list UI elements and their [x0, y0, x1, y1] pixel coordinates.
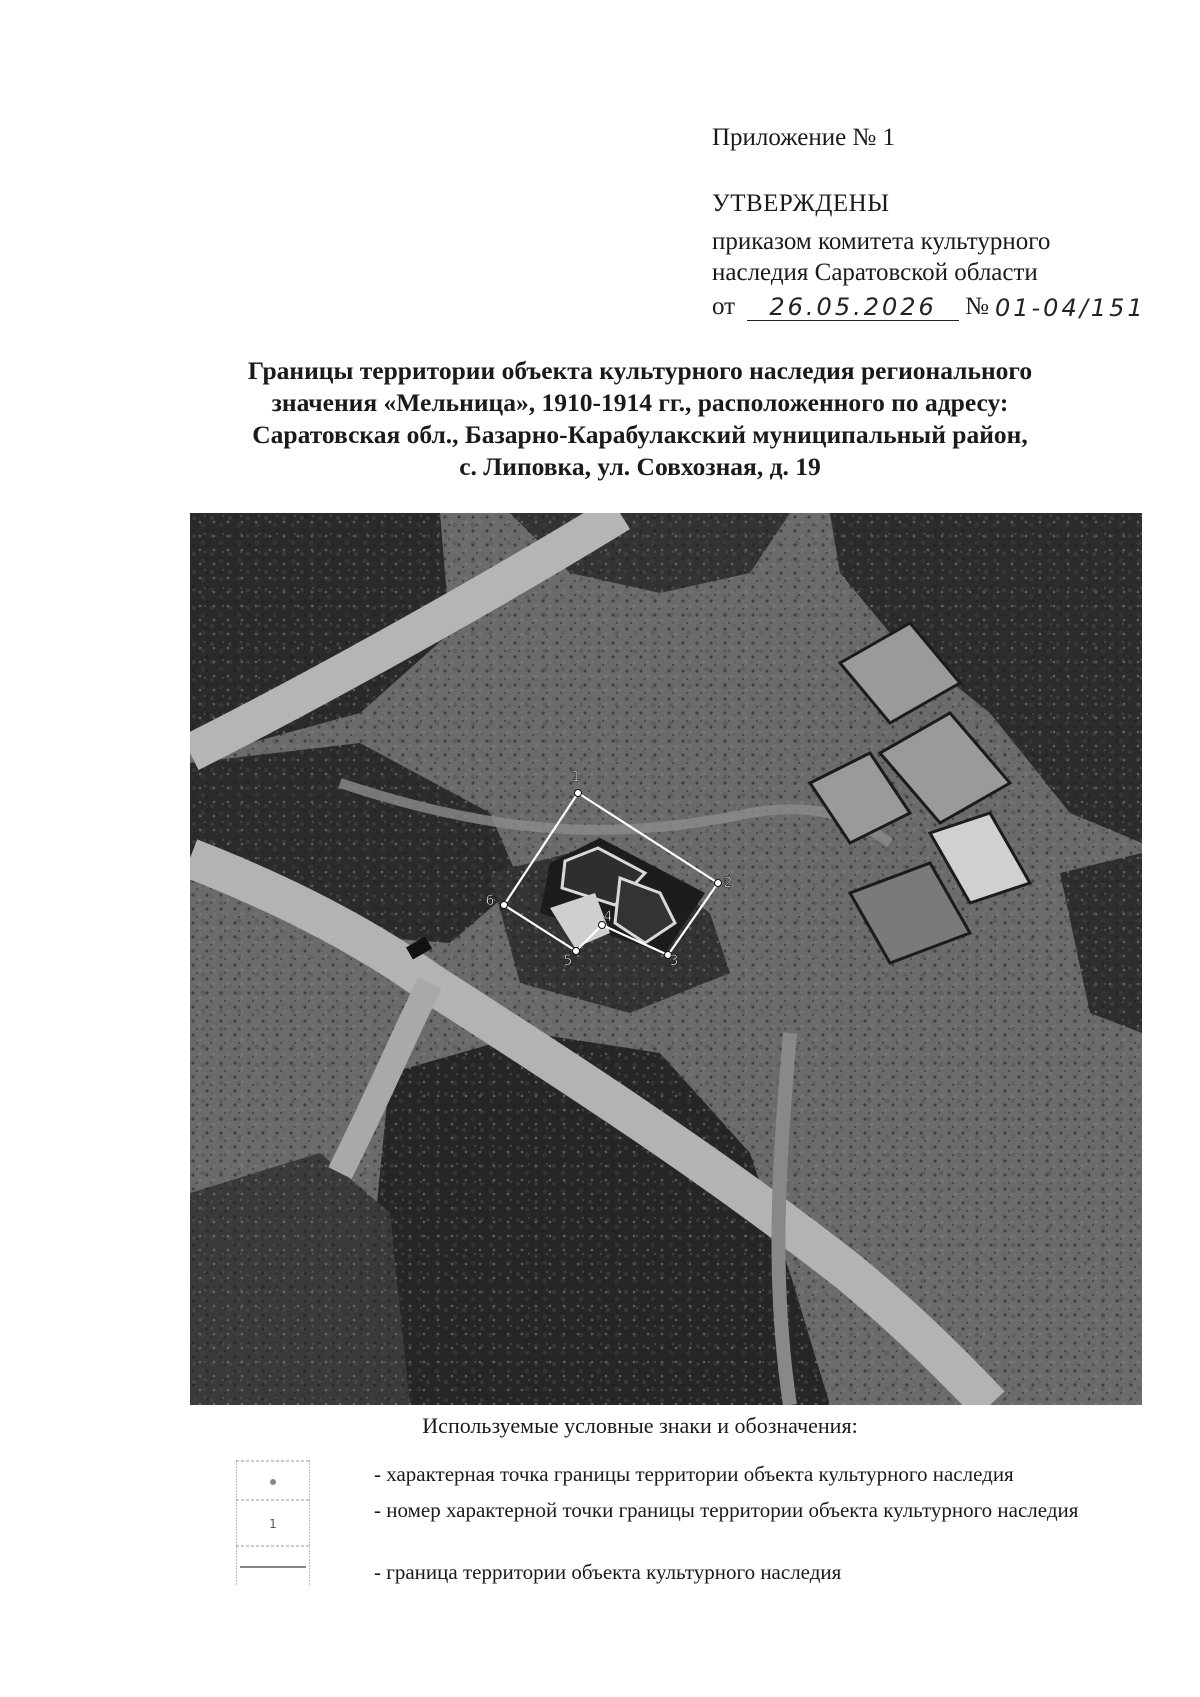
title-line-2: значения «Мельница», 1910-1914 гг., расположенного по адресу: [271, 388, 1009, 417]
boundary-point-label: 3 [669, 953, 679, 969]
legend-item-point: - характерная точка границы территории объекта культурного наследия [374, 1462, 1014, 1486]
boundary-point-marker [715, 880, 722, 887]
aerial-map [190, 513, 1142, 1405]
boundary-point-label: 2 [723, 875, 733, 891]
legend-item-number: - номер характерной точки границы территории объекта культурного наследия [374, 1498, 1079, 1522]
boundary-point-label: 5 [563, 953, 573, 969]
order-number-handwritten: 01-04/151 [994, 294, 1146, 322]
boundary-point-marker [501, 902, 508, 909]
legend-item-boundary: - граница территории объекта культурного наследия [374, 1560, 842, 1584]
order-date-handwritten: 26.05.2026 [747, 294, 959, 321]
date-prefix: от [712, 293, 736, 320]
document-title [160, 355, 1120, 483]
boundary-point-label: 1 [571, 769, 581, 785]
appendix-label: Приложение № 1 [712, 124, 896, 151]
order-line-2: наследия Саратовской области [712, 259, 1038, 286]
legend-symbols [236, 1460, 310, 1586]
title-line-1: Границы территории объекта культурного наследия регионального [247, 356, 1033, 385]
title-line-4: с. Липовка, ул. Совхозная, д. 19 [459, 452, 821, 481]
boundary-point-marker [575, 790, 582, 797]
boundary-point-label: 4 [603, 909, 613, 925]
boundary-point-label: 6 [485, 893, 495, 909]
aerial-map-svg [190, 513, 1142, 1405]
legend-number-sample: 1 [269, 1517, 277, 1531]
approved-label: УТВЕРЖДЕНЫ [712, 190, 890, 217]
texture [190, 513, 1142, 1405]
legend-point-icon [270, 1479, 276, 1485]
legend-title: Используемые условные знаки и обозначения: [422, 1413, 858, 1438]
order-date-row [712, 293, 1152, 321]
order-line-1: приказом комитета культурного [712, 228, 1051, 255]
order-text [712, 226, 1050, 288]
title-line-3: Саратовская обл., Базарно-Карабулакский муниципальный район, [252, 420, 1028, 449]
number-prefix: № [965, 293, 989, 320]
boundary-point-marker [573, 948, 580, 955]
